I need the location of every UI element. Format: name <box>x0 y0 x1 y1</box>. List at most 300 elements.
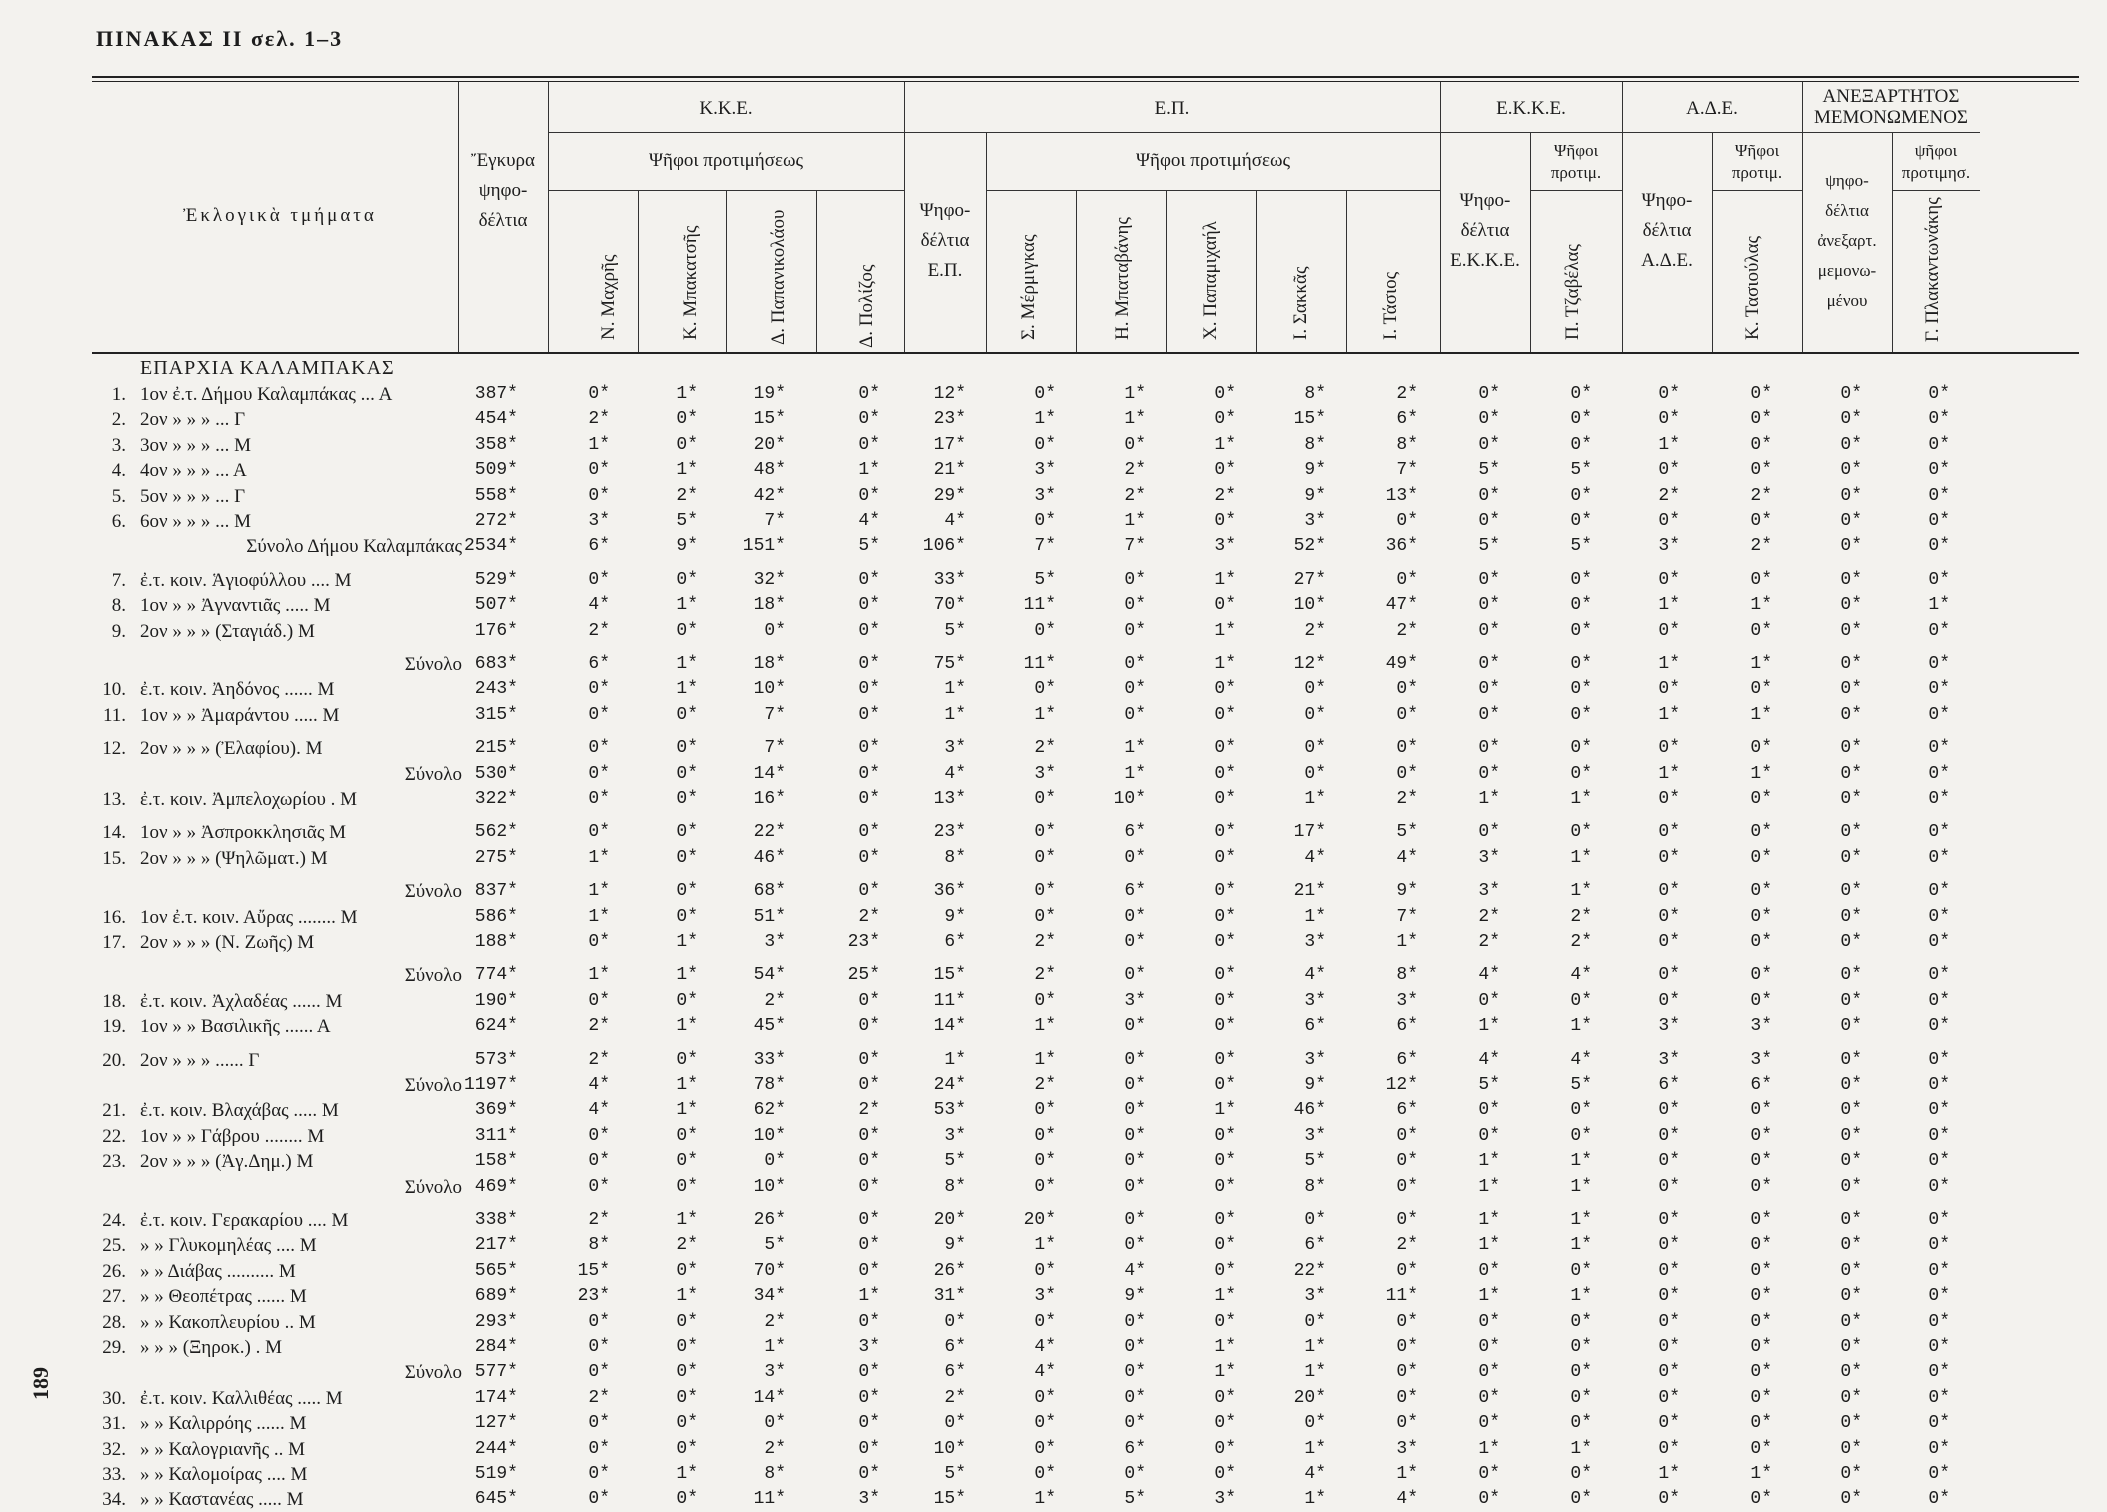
table-cell: 0* <box>1840 822 1862 843</box>
table-row <box>0 621 2107 644</box>
table-cell: 0* <box>1658 1387 1680 1408</box>
table-cell: 0* <box>1928 536 1950 557</box>
row-number: 11. <box>102 704 126 726</box>
table-cell: 4* <box>1570 965 1592 986</box>
table-row <box>0 1126 2107 1149</box>
table-cell: 16* <box>753 789 786 809</box>
table-cell: 1* <box>1304 1438 1326 1459</box>
table-cell: 0* <box>1750 434 1772 455</box>
col-divider <box>1346 190 1347 352</box>
table-cell: 6* <box>1124 822 1146 843</box>
table-cell: 315* <box>474 704 518 725</box>
table-cell: 0* <box>1658 1489 1680 1510</box>
table-cell: 17* <box>1293 822 1326 843</box>
table-cell: 0* <box>1928 1413 1950 1434</box>
table-cell: 0* <box>1396 1387 1418 1408</box>
table-cell: 0* <box>1570 738 1592 759</box>
row-label: ἐ.τ. κοιν. Ἁγιοφύλλου .... Μ <box>140 569 352 591</box>
table-cell: 0* <box>1124 1362 1146 1383</box>
table-row <box>0 1235 2107 1258</box>
table-cell: 4* <box>1478 1049 1500 1070</box>
table-cell: 0* <box>676 822 698 843</box>
table-cell: 70* <box>933 595 966 616</box>
table-cell: 2* <box>588 620 610 641</box>
table-cell: 0* <box>1658 1311 1680 1332</box>
table-cell: 0* <box>1658 1413 1680 1434</box>
table-cell: 12* <box>933 384 966 404</box>
row-number: 15. <box>102 847 126 869</box>
table-cell: 1* <box>1928 595 1950 616</box>
table-cell: 217* <box>474 1235 518 1256</box>
table-cell: 0* <box>1840 704 1862 725</box>
table-cell: 78* <box>753 1075 786 1095</box>
table-cell: 0* <box>1928 932 1950 952</box>
table-cell: 10* <box>753 1125 786 1146</box>
row-label: » » Καλιρρόης ...... Μ <box>140 1413 307 1435</box>
table-cell: 0* <box>1750 1151 1772 1172</box>
table-cell: 0* <box>676 789 698 809</box>
table-cell: 0* <box>1124 1413 1146 1434</box>
table-row <box>0 1413 2107 1436</box>
table-cell: 11* <box>1385 1286 1418 1307</box>
table-cell: 3* <box>764 1362 786 1383</box>
table-cell: 4* <box>1304 1464 1326 1484</box>
table-cell: 0* <box>1214 460 1236 481</box>
table-cell: 0* <box>858 1464 880 1484</box>
table-cell: 0* <box>1928 1362 1950 1383</box>
row-number: 2. <box>111 409 126 431</box>
table-cell: 4* <box>944 763 966 784</box>
table-cell: 0* <box>1478 409 1500 430</box>
table-cell: 0* <box>1478 1464 1500 1484</box>
row-label: 2ον » » » (Ἀγ.Δημ.) Μ <box>140 1151 314 1173</box>
table-cell: 3* <box>1034 460 1056 481</box>
row-number: 26. <box>102 1260 126 1282</box>
row-number: 7. <box>111 569 126 591</box>
table-cell: 0* <box>858 1235 880 1256</box>
table-cell: 7* <box>764 738 786 759</box>
table-cell: 0* <box>1214 1049 1236 1070</box>
table-cell: 0* <box>1034 1311 1056 1332</box>
table-cell: 6* <box>944 932 966 952</box>
table-cell: 2* <box>1396 789 1418 809</box>
table-cell: 5* <box>1478 536 1500 557</box>
table-cell: 1* <box>676 460 698 481</box>
table-cell: 0* <box>1124 569 1146 590</box>
table-cell: 1* <box>1478 1235 1500 1256</box>
table-cell: 0* <box>1750 384 1772 404</box>
table-cell: 0* <box>1658 990 1680 1011</box>
table-cell: 2* <box>1478 932 1500 952</box>
table-cell: 0* <box>858 569 880 590</box>
table-cell: 33* <box>933 569 966 590</box>
table-cell: 52* <box>1293 536 1326 557</box>
table-cell: 0* <box>1124 434 1146 455</box>
table-row <box>0 679 2107 702</box>
table-cell: 0* <box>1750 822 1772 843</box>
table-cell: 36* <box>933 881 966 902</box>
table-cell: 0* <box>1928 763 1950 784</box>
table-cell: 0* <box>1928 485 1950 506</box>
table-cell: 0* <box>1570 511 1592 531</box>
table-cell: 0* <box>1928 620 1950 641</box>
row-number: 12. <box>102 738 126 760</box>
table-cell: 1* <box>1570 1016 1592 1037</box>
table-cell: 284* <box>474 1337 518 1357</box>
table-cell: 0* <box>1214 822 1236 843</box>
table-cell: 4* <box>1304 847 1326 868</box>
col-divider <box>1076 190 1077 352</box>
table-cell: 15* <box>577 1260 610 1281</box>
table-cell: 5* <box>1478 460 1500 481</box>
table-cell: 1* <box>1478 1210 1500 1230</box>
table-cell: 0* <box>676 990 698 1011</box>
table-cell: 0* <box>1928 1151 1950 1172</box>
table-cell: 0* <box>1034 1464 1056 1484</box>
row-label: 1ον » » Ἀμαράντου ..... Μ <box>140 704 340 726</box>
table-cell: 0* <box>1570 595 1592 616</box>
table-cell: 0* <box>1570 1413 1592 1434</box>
table-cell: 0* <box>1928 569 1950 590</box>
table-cell: 0* <box>1214 738 1236 759</box>
row-number: 28. <box>102 1311 126 1333</box>
row-label: Σύνολο <box>404 654 462 675</box>
table-cell: 0* <box>1570 704 1592 725</box>
table-cell: 2* <box>1034 965 1056 986</box>
table-cell: 10* <box>753 1176 786 1197</box>
table-cell: 15* <box>753 409 786 430</box>
table-cell: 0* <box>1396 511 1418 531</box>
table-cell: 1* <box>676 932 698 952</box>
table-cell: 23* <box>577 1286 610 1307</box>
table-row <box>0 1489 2107 1512</box>
table-cell: 13* <box>933 789 966 809</box>
table-cell: 0* <box>1214 1438 1236 1459</box>
table-cell: 106* <box>922 536 966 557</box>
table-cell: 9* <box>1124 1286 1146 1307</box>
table-cell: 0* <box>1214 847 1236 868</box>
table-row <box>0 705 2107 728</box>
table-cell: 0* <box>1034 822 1056 843</box>
table-cell: 0* <box>1658 906 1680 927</box>
table-cell: 1* <box>588 906 610 927</box>
table-cell: 1* <box>1034 1489 1056 1510</box>
table-cell: 0* <box>1034 620 1056 641</box>
table-cell: 0* <box>1840 1311 1862 1332</box>
table-row <box>0 486 2107 509</box>
table-cell: 0* <box>676 1337 698 1357</box>
row-number: 29. <box>102 1337 126 1358</box>
row-number: 9. <box>111 620 126 642</box>
table-cell: 2* <box>944 1387 966 1408</box>
table-cell: 529* <box>474 569 518 590</box>
table-cell: 46* <box>1293 1100 1326 1121</box>
candidate-header: Γ. Πλακαντωνάκης <box>1922 197 1943 342</box>
table-cell: 19* <box>753 384 786 404</box>
table-cell: 1* <box>1658 434 1680 455</box>
table-cell: 0* <box>1750 1362 1772 1383</box>
table-cell: 6* <box>1750 1075 1772 1095</box>
table-cell: 48* <box>753 460 786 481</box>
table-cell: 4* <box>1570 1049 1592 1070</box>
table-cell: 2534* <box>463 536 518 557</box>
table-cell: 7* <box>1396 460 1418 481</box>
table-cell: 0* <box>1034 679 1056 700</box>
table-cell: 0* <box>1034 1125 1056 1146</box>
table-cell: 0* <box>1928 434 1950 455</box>
table-cell: 0* <box>1928 1489 1950 1510</box>
table-cell: 0* <box>1304 1413 1326 1434</box>
table-cell: 1* <box>1750 1464 1772 1484</box>
table-cell: 1* <box>1478 1438 1500 1459</box>
table-cell: 0* <box>1478 704 1500 725</box>
table-cell: 0* <box>1928 965 1950 986</box>
table-cell: 2* <box>1034 738 1056 759</box>
row-label: 1ον » » Γάβρου ........ Μ <box>140 1125 325 1147</box>
table-cell: 10* <box>1293 595 1326 616</box>
table-cell: 3* <box>1304 1125 1326 1146</box>
table-cell: 11* <box>1023 654 1056 674</box>
table-cell: 0* <box>1570 1464 1592 1484</box>
table-cell: 0* <box>858 1125 880 1146</box>
table-cell: 174* <box>474 1387 518 1408</box>
row-number: 33. <box>102 1464 126 1485</box>
table-cell: 190* <box>474 990 518 1011</box>
table-cell: 272* <box>474 511 518 531</box>
table-cell: 0* <box>1928 1311 1950 1332</box>
table-cell: 0* <box>858 1260 880 1281</box>
table-cell: 0* <box>1570 1311 1592 1332</box>
table-cell: 0* <box>764 1151 786 1172</box>
table-cell: 10* <box>1113 789 1146 809</box>
table-cell: 0* <box>858 1387 880 1408</box>
table-cell: 0* <box>1124 1210 1146 1230</box>
table-cell: 15* <box>1293 409 1326 430</box>
table-cell: 0* <box>1840 965 1862 986</box>
table-cell: 0* <box>1840 932 1862 952</box>
table-cell: 1* <box>1658 1464 1680 1484</box>
table-cell: 0* <box>1478 1337 1500 1357</box>
table-cell: 0* <box>1928 1438 1950 1459</box>
table-cell: 1* <box>1304 1362 1326 1383</box>
table-cell: 15* <box>933 965 966 986</box>
table-cell: 369* <box>474 1100 518 1121</box>
table-cell: 0* <box>1658 965 1680 986</box>
table-cell: 311* <box>474 1125 518 1146</box>
table-cell: 0* <box>1928 384 1950 404</box>
table-cell: 3* <box>1034 485 1056 506</box>
table-cell: 0* <box>1658 460 1680 481</box>
table-cell: 8* <box>944 847 966 868</box>
table-cell: 6* <box>588 536 610 557</box>
row-label: » » Καλογριανῆς .. Μ <box>140 1438 306 1460</box>
table-cell: 33* <box>753 1049 786 1070</box>
table-cell: 14* <box>933 1016 966 1037</box>
row-number: 21. <box>102 1100 126 1122</box>
table-cell: 45* <box>753 1016 786 1037</box>
table-cell: 1* <box>1034 1049 1056 1070</box>
table-cell: 0* <box>1840 1489 1862 1510</box>
table-cell: 1* <box>1214 654 1236 674</box>
table-cell: 0* <box>588 1489 610 1510</box>
table-cell: 0* <box>1478 1125 1500 1146</box>
table-cell: 0* <box>1750 1489 1772 1510</box>
table-row <box>0 1261 2107 1284</box>
row-divider <box>1622 132 1802 133</box>
table-cell: 1* <box>1478 789 1500 809</box>
table-row <box>0 1312 2107 1335</box>
table-cell: 0* <box>588 1337 610 1357</box>
table-cell: 0* <box>1214 1413 1236 1434</box>
table-cell: 0* <box>1034 511 1056 531</box>
page-number: 189 <box>28 1367 53 1400</box>
table-cell: 20* <box>1023 1210 1056 1230</box>
table-cell: 0* <box>1658 409 1680 430</box>
table-cell: 0* <box>1214 1016 1236 1037</box>
table-cell: 1* <box>588 965 610 986</box>
table-cell: 0* <box>858 763 880 784</box>
table-row <box>0 1286 2107 1309</box>
table-cell: 12* <box>1293 654 1326 674</box>
table-cell: 23* <box>933 822 966 843</box>
table-cell: 0* <box>1658 1260 1680 1281</box>
table-cell: 0* <box>1396 1260 1418 1281</box>
table-cell: 10* <box>753 679 786 700</box>
table-cell: 4* <box>1124 1260 1146 1281</box>
table-total-row <box>0 1362 2107 1385</box>
table-cell: 8* <box>764 1464 786 1484</box>
table-cell: 0* <box>1034 990 1056 1011</box>
table-cell: 1* <box>1658 595 1680 616</box>
table-cell: 0* <box>1034 906 1056 927</box>
row-number: 8. <box>111 595 126 617</box>
table-cell: 2* <box>1034 932 1056 952</box>
table-cell: 127* <box>474 1413 518 1434</box>
table-cell: 0* <box>1750 1210 1772 1230</box>
table-cell: 4* <box>1034 1337 1056 1357</box>
table-cell: 0* <box>1570 569 1592 590</box>
table-cell: 1* <box>858 460 880 481</box>
table-cell: 1* <box>676 595 698 616</box>
table-cell: 0* <box>1928 1075 1950 1095</box>
table-cell: 0* <box>1478 679 1500 700</box>
ade-pref-header: Ψῆφοι προτιμ. <box>1731 141 1783 182</box>
table-cell: 558* <box>474 485 518 506</box>
table-cell: 6* <box>1304 1016 1326 1037</box>
table-cell: 4* <box>588 1100 610 1121</box>
ep-pref-header: Ψῆφοι προτιμήσεως <box>1136 150 1290 171</box>
table-cell: 1* <box>1396 932 1418 952</box>
table-cell: 1* <box>1658 654 1680 674</box>
table-cell: 0* <box>1928 1464 1950 1484</box>
table-cell: 1* <box>1658 763 1680 784</box>
ade-ballots-header: Ψηφο- δέλτια Α.Δ.Ε. <box>1641 190 1693 271</box>
row-label: » » Θεοπέτρας ...... Μ <box>140 1286 307 1308</box>
table-cell: 322* <box>474 789 518 809</box>
table-cell: 1* <box>1478 1176 1500 1197</box>
table-cell: 0* <box>1124 620 1146 641</box>
table-cell: 0* <box>1396 1151 1418 1172</box>
table-cell: 1* <box>676 1100 698 1121</box>
table-cell: 0* <box>588 1362 610 1383</box>
candidate-header: Δ. Πολίζος <box>856 264 877 348</box>
table-cell: 0* <box>1214 1260 1236 1281</box>
table-cell: 23* <box>933 409 966 430</box>
table-cell: 3* <box>944 738 966 759</box>
row-label: » » » (Ξηροκ.) . Μ <box>140 1337 283 1358</box>
table-cell: 0* <box>1840 1438 1862 1459</box>
table-cell: 0* <box>858 654 880 674</box>
row-label: 2ον » » » ... Γ <box>140 409 246 431</box>
table-cell: 1* <box>676 1210 698 1230</box>
table-cell: 0* <box>1928 460 1950 481</box>
table-cell: 244* <box>474 1438 518 1459</box>
table-cell: 1* <box>1304 789 1326 809</box>
table-cell: 1* <box>1034 1235 1056 1256</box>
table-cell: 0* <box>676 1311 698 1332</box>
table-cell: 3* <box>1396 990 1418 1011</box>
table-cell: 0* <box>1840 1100 1862 1121</box>
table-cell: 4* <box>1396 847 1418 868</box>
table-cell: 0* <box>676 704 698 725</box>
table-cell: 2* <box>588 1049 610 1070</box>
table-cell: 2* <box>1124 460 1146 481</box>
table-cell: 1* <box>1750 763 1772 784</box>
row-label: » » Καλομοίρας .... Μ <box>140 1464 308 1485</box>
table-cell: 0* <box>1570 1387 1592 1408</box>
table-cell: 0* <box>1840 1125 1862 1146</box>
table-cell: 0* <box>1928 906 1950 927</box>
table-cell: 2* <box>1478 906 1500 927</box>
table-cell: 562* <box>474 822 518 843</box>
table-cell: 0* <box>1840 1049 1862 1070</box>
table-cell: 0* <box>1658 1151 1680 1172</box>
table-cell: 0* <box>1034 1100 1056 1121</box>
table-cell: 0* <box>1928 679 1950 700</box>
table-cell: 0* <box>1034 1438 1056 1459</box>
table-cell: 0* <box>1658 1125 1680 1146</box>
row-label: 2ον » » » (Σταγιάδ.) Μ <box>140 620 315 642</box>
table-cell: 0* <box>1124 704 1146 725</box>
table-cell: 0* <box>1658 847 1680 868</box>
table-cell: 0* <box>1478 1260 1500 1281</box>
table-cell: 0* <box>1750 789 1772 809</box>
table-cell: 0* <box>1840 679 1862 700</box>
table-cell: 0* <box>1840 789 1862 809</box>
table-cell: 0* <box>1214 789 1236 809</box>
table-cell: 0* <box>858 789 880 809</box>
table-cell: 6* <box>1124 1438 1146 1459</box>
table-cell: 0* <box>1928 511 1950 531</box>
table-row <box>0 1151 2107 1174</box>
table-cell: 1* <box>1034 1016 1056 1037</box>
table-cell: 1* <box>1124 384 1146 404</box>
table-cell: 0* <box>1396 1176 1418 1197</box>
row-number: 16. <box>102 906 126 928</box>
table-cell: 0* <box>1840 485 1862 506</box>
row-divider <box>904 132 1440 133</box>
table-cell: 0* <box>1928 1125 1950 1146</box>
table-cell: 0* <box>1750 460 1772 481</box>
table-cell: 1* <box>1570 1210 1592 1230</box>
col-divider <box>638 190 639 352</box>
table-cell: 21* <box>933 460 966 481</box>
table-cell: 586* <box>474 906 518 927</box>
table-cell: 1* <box>676 1075 698 1095</box>
table-row <box>0 1388 2107 1411</box>
table-cell: 49* <box>1385 654 1418 674</box>
table-cell: 9* <box>1304 460 1326 481</box>
